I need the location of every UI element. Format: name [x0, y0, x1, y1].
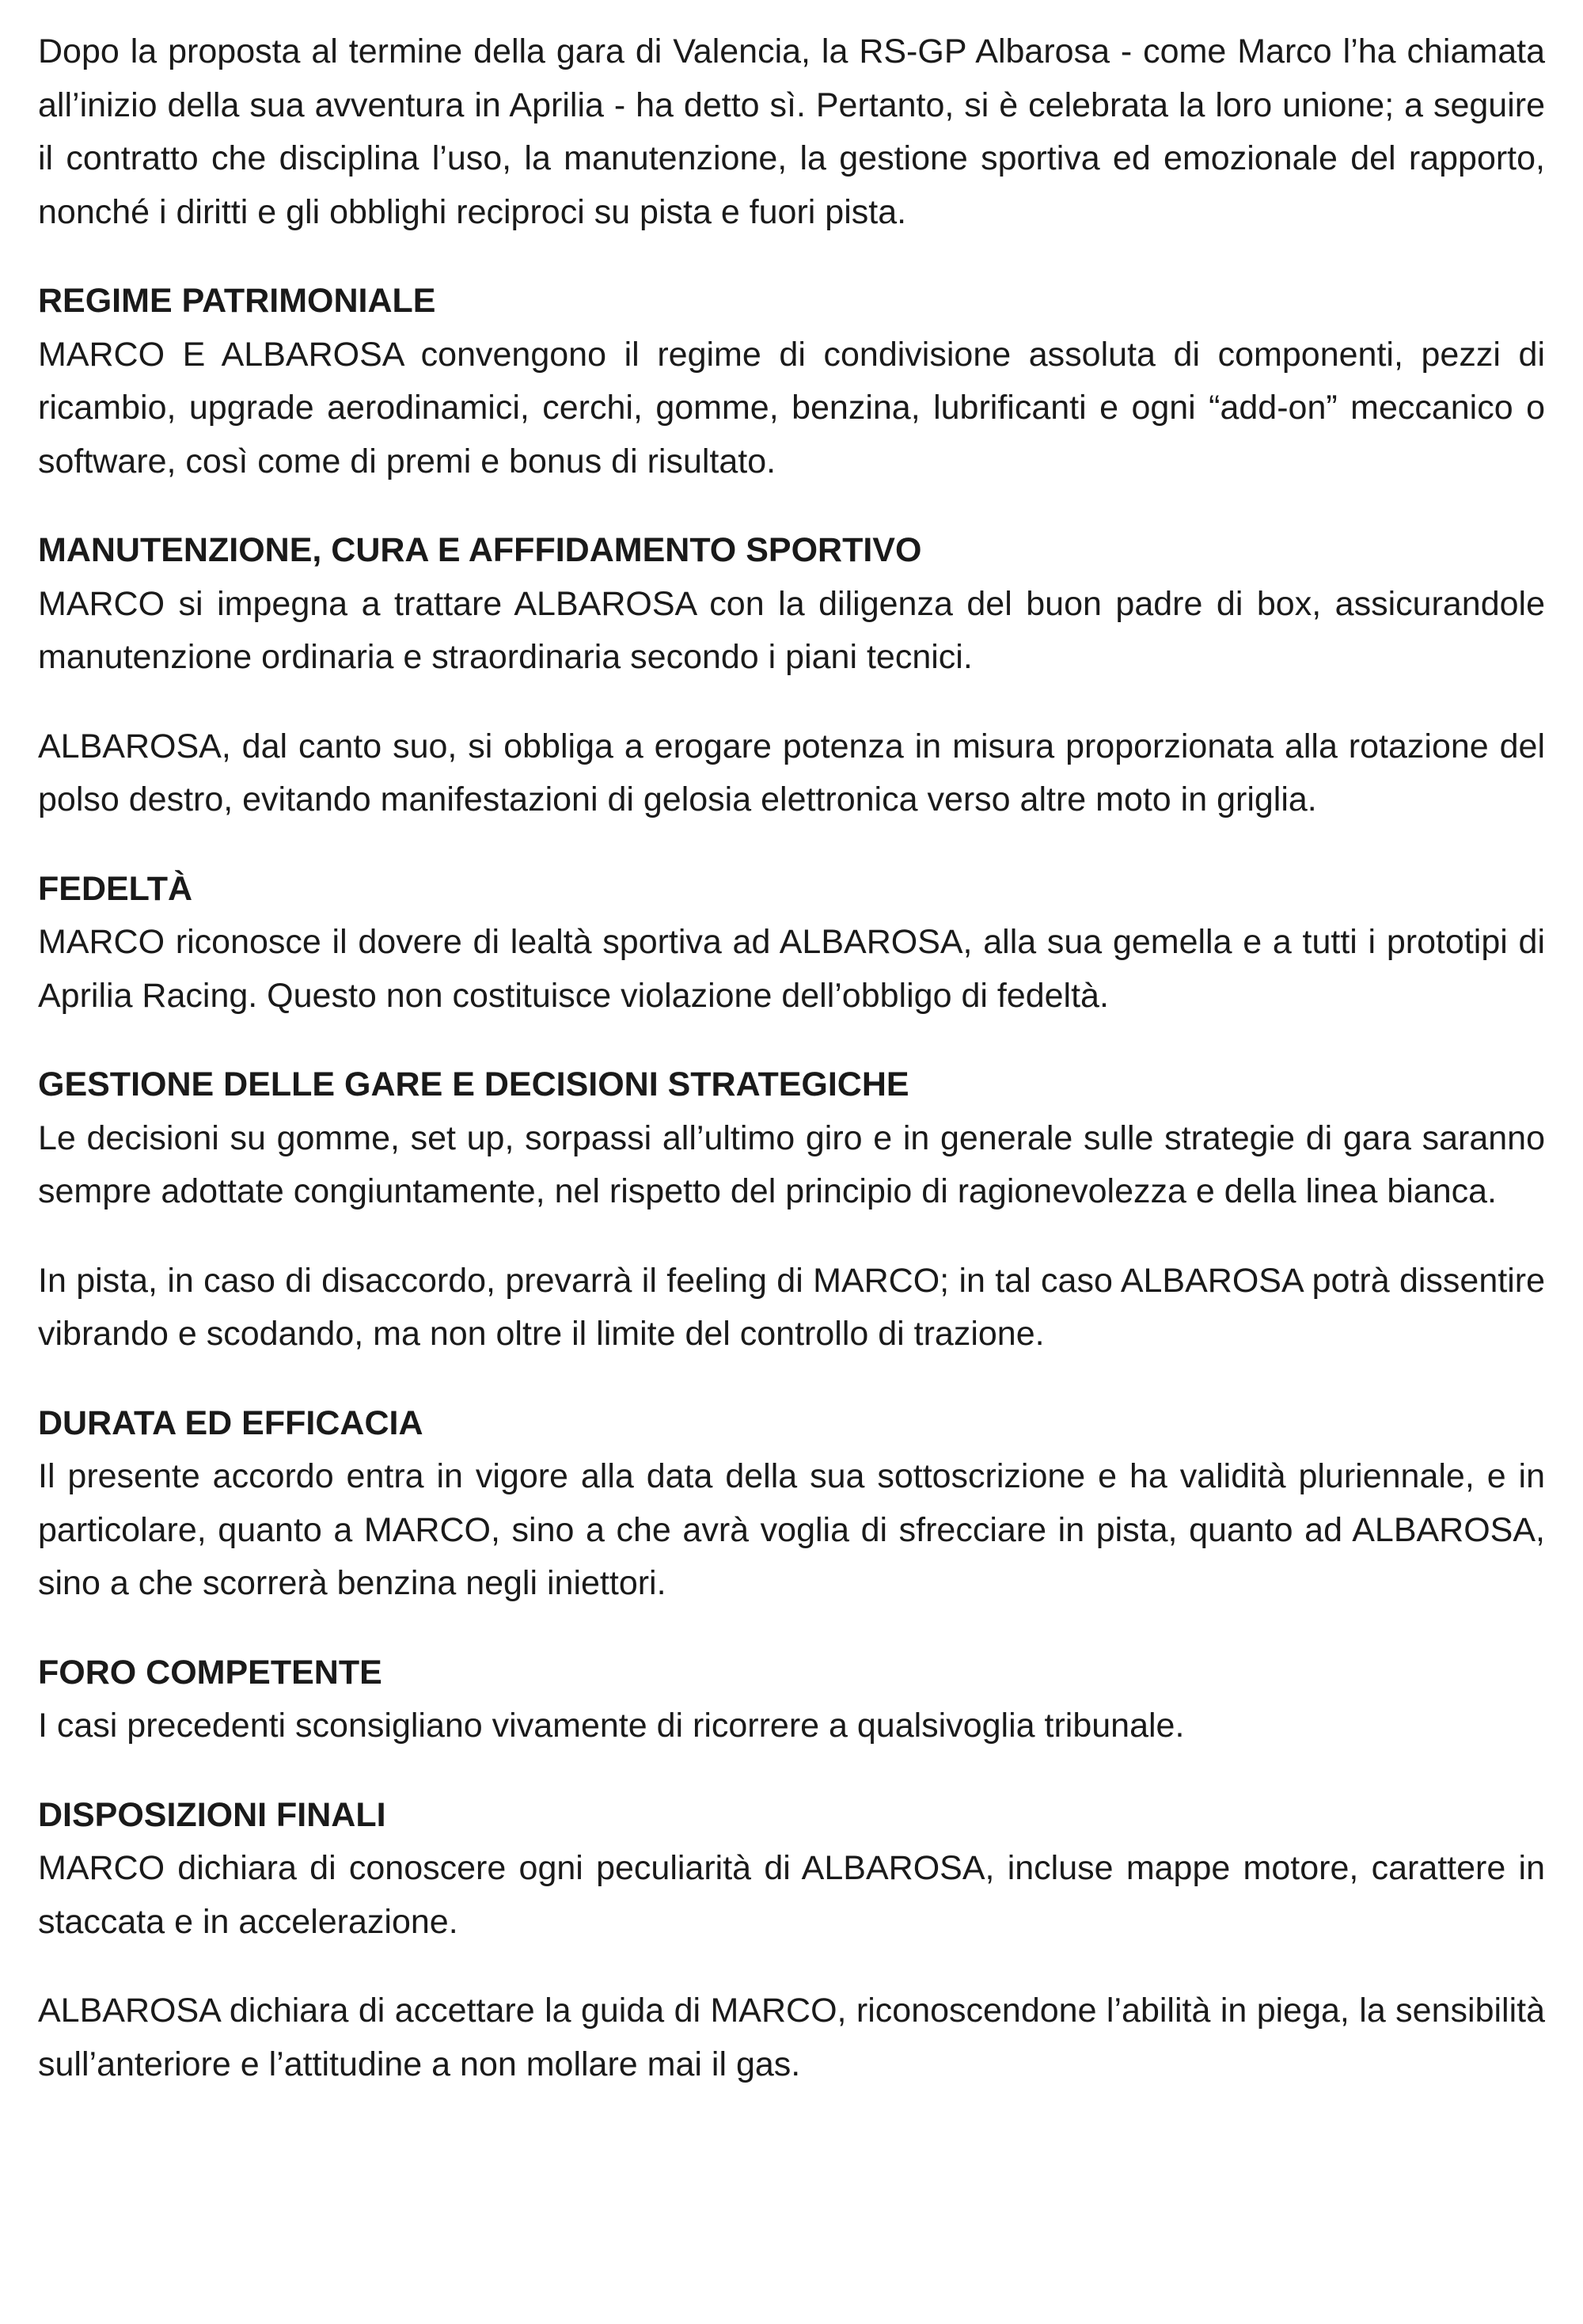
section-heading: FEDELTÀ [38, 869, 193, 908]
section-paragraph: MARCO E ALBAROSA convengono il regime di condivisione assoluta di componenti, pezzi di ricambio, upgrade aerodinamici, cerchi, gomme, benzina, lubrificanti e ogni “add-on” meccanico o software, così come di premi e bonus di risultato. [38, 335, 1545, 480]
section-paragraph: I casi precedenti sconsigliano vivamente di ricorrere a qualsivoglia tribunale. [38, 1707, 1185, 1745]
section-manutenzione [38, 524, 1545, 827]
section-heading: REGIME PATRIMONIALE [38, 282, 436, 320]
section-paragraph: MARCO dichiara di conoscere ogni peculiarità di ALBAROSA, incluse mappe motore, carattere in staccata e in accelerazione. [38, 1849, 1545, 1941]
section-paragraph: In pista, in caso di disaccordo, prevarrà il feeling di MARCO; in tal caso ALBAROSA potrà dissentire vibrando e scodando, ma non oltre il limite del controllo di trazione. [38, 1261, 1545, 1353]
section-regime-patrimoniale [38, 275, 1545, 488]
section-paragraph: ALBAROSA, dal canto suo, si obbliga a erogare potenza in misura proporzionata alla rotazione del polso destro, evitando manifestazioni di gelosia elettronica verso altre moto in griglia. [38, 727, 1545, 818]
section-heading: MANUTENZIONE, CURA E AFFFIDAMENTO SPORTIVO [38, 531, 922, 569]
intro-paragraph: Dopo la proposta al termine della gara di Valencia, la RS-GP Albarosa - come Marco l’ha chiamata all’inizio della sua avventura in Aprilia - ha detto sì. Pertanto, si è celebrata la loro unione; a seguire il contratto che disciplina l’uso, la manutenzione, la gestione sportiva ed emozionale del rapporto, nonché i diritti e gli obblighi reciproci su pista e fuori pista. [38, 32, 1545, 231]
section-heading: GESTIONE DELLE GARE E DECISIONI STRATEGICHE [38, 1065, 909, 1103]
section-fedelta [38, 863, 1545, 1023]
section-paragraph: MARCO riconosce il dovere di lealtà sportiva ad ALBAROSA, alla sua gemella e a tutti i prototipi di Aprilia Racing. Questo non costituisce violazione dell’obbligo di fedeltà. [38, 923, 1545, 1015]
section-foro-competente [38, 1646, 1545, 1753]
section-durata-efficacia [38, 1397, 1545, 1611]
section-heading: DURATA ED EFFICACIA [38, 1403, 423, 1442]
section-heading: DISPOSIZIONI FINALI [38, 1795, 386, 1834]
section-gestione-gare [38, 1058, 1545, 1361]
section-paragraph: MARCO si impegna a trattare ALBAROSA con la diligenza del buon padre di box, assicurandole manutenzione ordinaria e straordinaria secondo i piani tecnici. [38, 584, 1545, 676]
section-paragraph: Le decisioni su gomme, set up, sorpassi all’ultimo giro e in generale sulle strategie di gara saranno sempre adottate congiuntamente, nel rispetto del principio di ragionevolezza e della linea bianca. [38, 1118, 1545, 1210]
section-disposizioni-finali [38, 1789, 1545, 2092]
section-heading: FORO COMPETENTE [38, 1653, 382, 1692]
section-paragraph: ALBAROSA dichiara di accettare la guida di MARCO, riconoscendone l’abilità in piega, la sensibilità sull’anteriore e l’attitudine a non mollare mai il gas. [38, 1992, 1545, 2083]
section-paragraph: Il presente accordo entra in vigore alla data della sua sottoscrizione e ha validità pluriennale, e in particolare, quanto a MARCO, sino a che avrà voglia di sfrecciare in pista, quanto ad ALBAROSA, sino a che scorrerà benzina negli iniettori. [38, 1457, 1545, 1602]
